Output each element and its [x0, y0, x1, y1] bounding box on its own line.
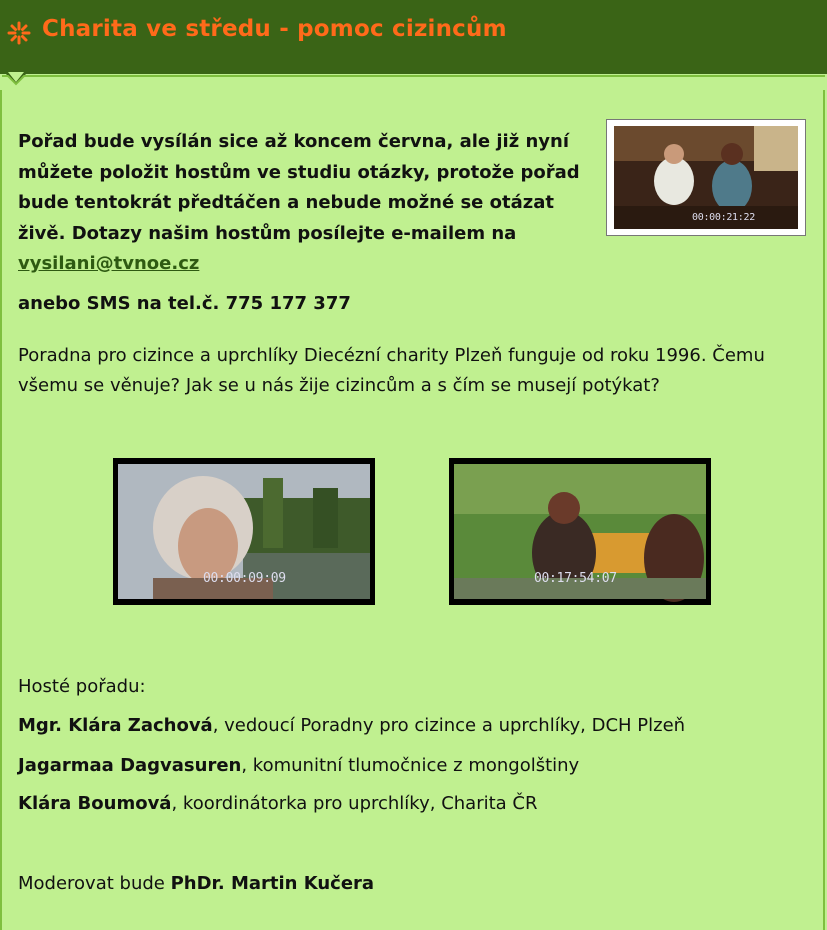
guest-name: Klára Boumová — [18, 793, 172, 814]
studio-video-thumbnail[interactable] — [614, 126, 798, 229]
guests-heading: Hosté pořadu: — [18, 676, 146, 697]
guest-role: , vedoucí Poradny pro cizince a uprchlíky, DCH Plzeň — [212, 715, 686, 736]
guest-role: , koordinátorka pro uprchlíky, Charita ČR — [171, 793, 538, 814]
sms-contact: anebo SMS na tel.č. 775 177 377 — [18, 293, 351, 314]
moderator-name: PhDr. Martin Kučera — [170, 873, 375, 894]
timecode-label: 00:00:09:09 — [203, 571, 286, 586]
page-title: Charita ve středu - pomoc cizincům — [42, 16, 507, 42]
intro-paragraph: Poradna pro cizince a uprchlíky Diecézní charity Plzeň funguje od roku 1996. Čemu všemu se věnuje? Jak se u nás žije cizincům a s čím se musejí potýkat? — [18, 345, 765, 396]
header-notch-divider — [0, 72, 827, 86]
interview-video-still-left[interactable] — [113, 458, 375, 605]
moderator-prefix: Moderovat bude — [18, 873, 171, 894]
guest-item — [18, 793, 537, 814]
studio-thumbnail-frame[interactable] — [606, 119, 806, 236]
email-link[interactable]: vysilani@tvnoe.cz — [18, 253, 200, 274]
asterisk-flower-icon — [6, 20, 32, 46]
page-header — [0, 0, 827, 75]
guest-role: , komunitní tlumočnice z mongolštiny — [241, 755, 580, 776]
timecode-label: 00:00:21:22 — [692, 212, 755, 223]
announcement-text — [18, 127, 603, 280]
interview-video-still-right[interactable] — [449, 458, 711, 605]
guest-item — [18, 715, 685, 736]
guest-item — [18, 755, 579, 776]
guest-name: Mgr. Klára Zachová — [18, 715, 213, 736]
guest-name: Jagarmaa Dagvasuren — [18, 755, 242, 776]
moderator-line — [18, 873, 374, 894]
timecode-label: 00:17:54:07 — [534, 571, 617, 586]
announcement-body: Pořad bude vysílán sice až koncem června, ale již nyní můžete položit hostům ve studiu otázky, protože pořad bude tentokrát předtáčen a nebude možné se otázat živě. Dotazy našim hostům posílejte e-mailem na — [18, 131, 580, 244]
